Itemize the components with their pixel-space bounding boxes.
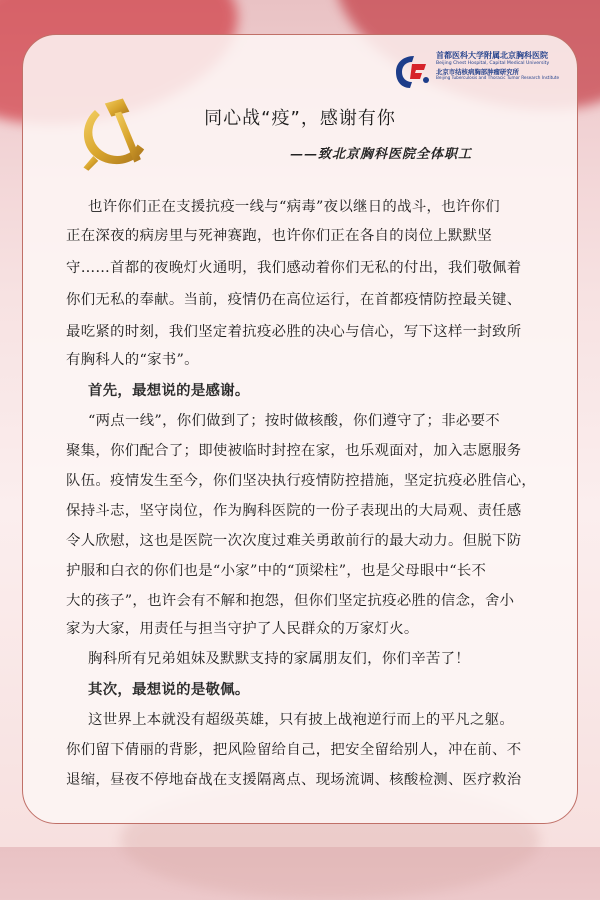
letter-line: 胸科所有兄弟姐妹及默默支持的家属朋友们，你们辛苦了！ [88, 651, 470, 667]
section-heading: 其次，最想说的是敬佩。 [88, 681, 250, 698]
letter-line: 保持斗志，坚守岗位，作为胸科医院的一份子表现出的大局观、责任感 [66, 503, 522, 519]
letter-line: 护服和白衣的你们也是“小家”中的“顶梁柱”，也是父母眼中“长不 [66, 563, 487, 579]
letter-line: 你们留下倩丽的背影，把风险留给自己，把安全留给别人，冲在前、不 [66, 742, 522, 758]
letter-line: 退缩，昼夜不停地奋战在支援隔离点、现场流调、核酸检测、医疗救治 [66, 772, 522, 788]
letter-line: 队伍。疫情发生至今，你们坚决执行疫情防控措施，坚定抗疫必胜信心， [66, 473, 537, 489]
letter-line: 这世界上本就没有超级英雄，只有披上战袍逆行而上的平凡之躯。 [88, 712, 515, 728]
letter-line: 你们无私的奉献。当前，疫情仍在高位运行，在首都疫情防控最关键、 [66, 292, 522, 308]
hammer-sickle-icon [72, 92, 154, 174]
institute-name-en: Beijing Tuberculosis and Thoracic Tumor Research Institute [436, 75, 560, 81]
letter-line: 令人欣慰，这也是医院一次次度过难关勇敢前行的最大动力。但脱下防 [66, 533, 522, 549]
letter-line: 大的孩子”，也许会有不解和抱怨，但你们坚定抗疫必胜的信念，舍小 [66, 593, 515, 609]
letter-line: 聚集，你们配合了；即使被临时封控在家，也乐观面对，加入志愿服务 [66, 443, 522, 459]
letter-subtitle: ——致北京胸科医院全体职工 [290, 147, 473, 162]
letter-line: 正在深夜的病房里与死神赛跑，也许你们正在各自的岗位上默默坚 [66, 228, 493, 244]
institute-name-cn: 北京市结核病胸部肿瘤研究所 [436, 68, 520, 77]
letter-title: 同心战“疫”，感谢有你 [204, 108, 396, 129]
letter-line: 最吃紧的时刻，我们坚定着抗疫必胜的决心与信心，写下这样一封致所 [66, 324, 522, 340]
hospital-name-cn: 首都医科大学附属北京胸科医院 [436, 51, 548, 60]
letter-line: 家为大家，用责任与担当守护了人民群众的万家灯火。 [66, 621, 419, 637]
letter-line: “两点一线”，你们做到了；按时做核酸，你们遵守了；非必要不 [88, 413, 500, 429]
hospital-logo-icon [392, 54, 432, 90]
section-heading: 首先，最想说的是感谢。 [88, 382, 250, 399]
letter-line: 守……首都的夜晚灯火通明，我们感动着你们无私的付出，我们敬佩着 [66, 260, 522, 276]
letter-line: 也许你们正在支援抗疫一线与“病毒”夜以继日的战斗，也许你们 [88, 199, 500, 215]
letter-line: 有胸科人的“家书”。 [66, 352, 199, 368]
hospital-logo [392, 52, 582, 94]
hospital-name-en: Beijing Chest Hospital, Capital Medical University [436, 60, 550, 66]
